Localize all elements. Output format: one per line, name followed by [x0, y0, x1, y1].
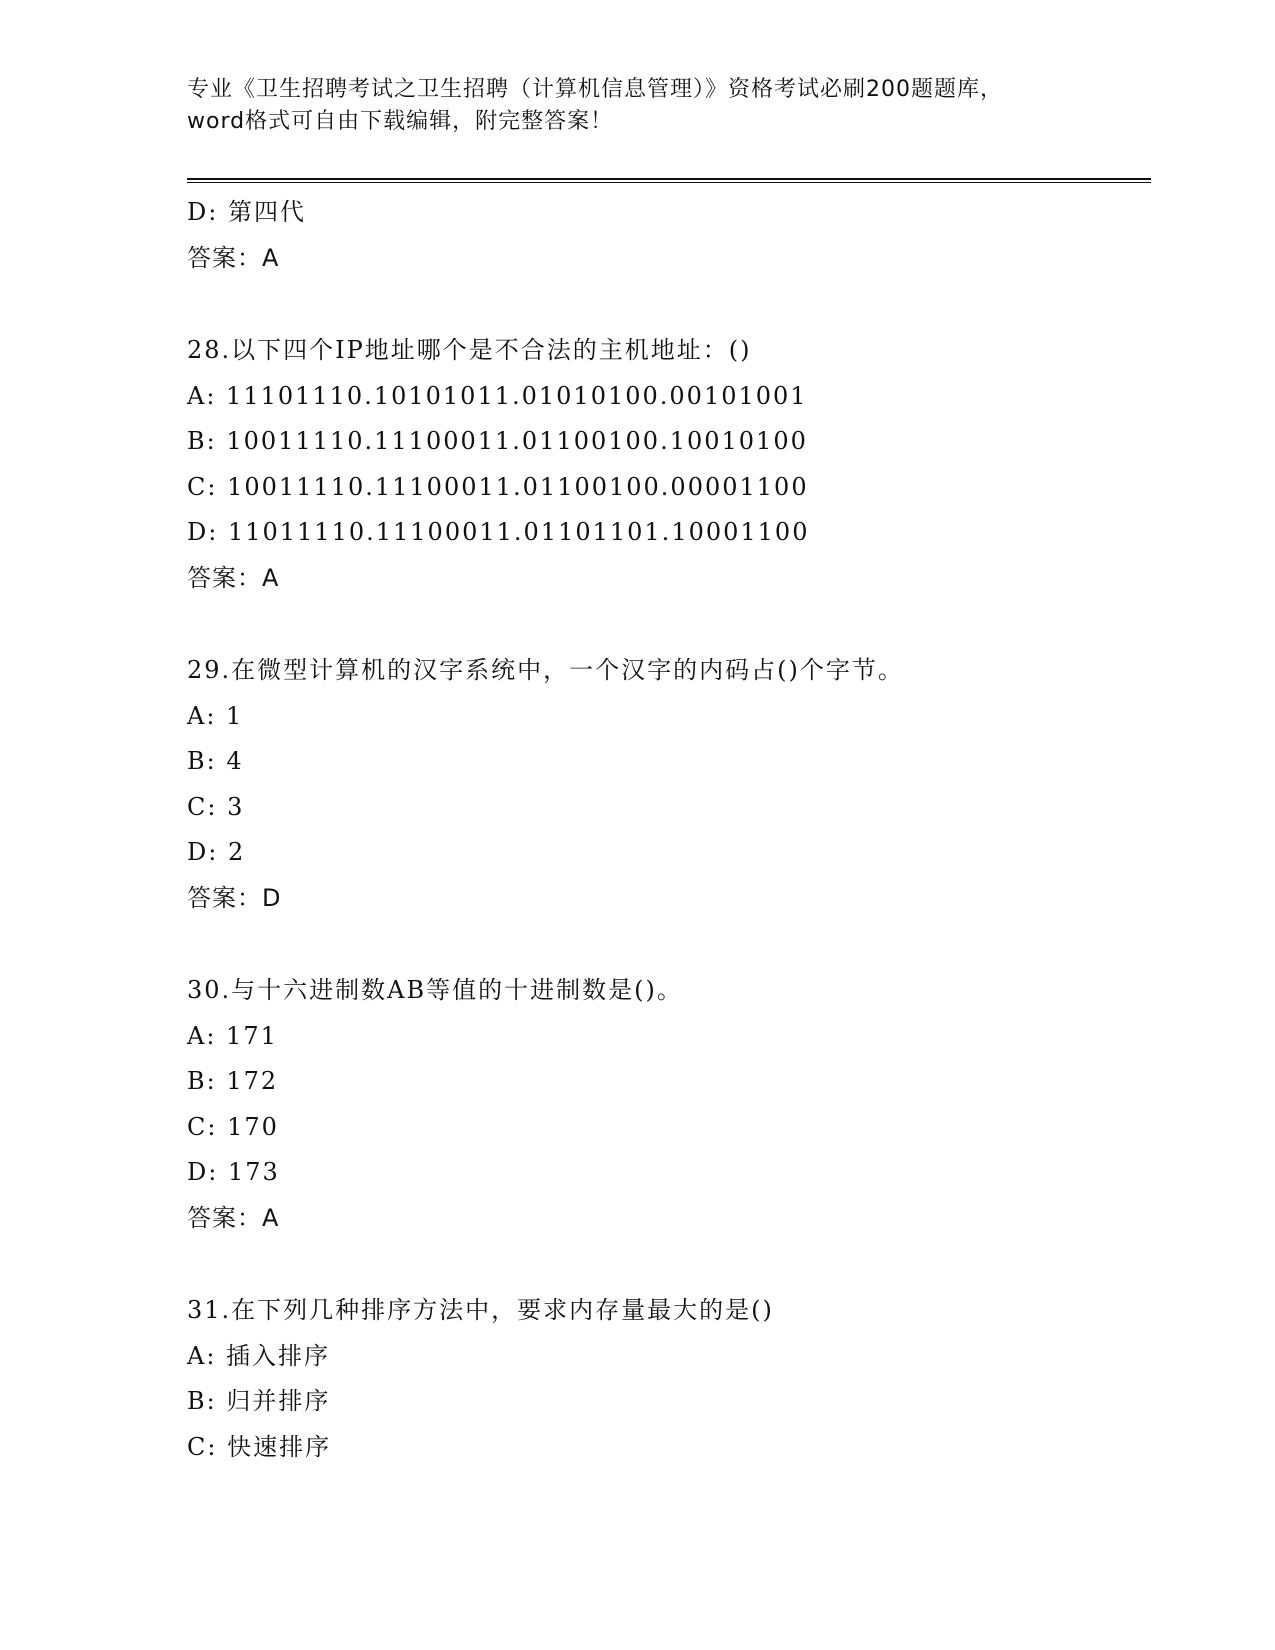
- question-stem: 31.在下列几种排序方法中，要求内存量最大的是(): [187, 1296, 774, 1324]
- header-line-2: word格式可自由下载编辑，附完整答案！: [187, 109, 614, 134]
- option-c: C: 快速排序: [187, 1432, 332, 1461]
- option-c: C: 170: [187, 1112, 279, 1141]
- option-d: D: 173: [187, 1158, 280, 1186]
- header-divider-thin: [187, 182, 1151, 183]
- option-a: A: 171: [187, 1021, 278, 1050]
- answer-line: 答案：A: [187, 243, 280, 272]
- option-d: D: 第四代: [187, 198, 306, 226]
- option-a: A: 11101110.10101011.01010100.00101001: [187, 381, 808, 410]
- question-31: [187, 1288, 1147, 1470]
- question-stem: 29.在微型计算机的汉字系统中，一个汉字的内码占()个字节。: [187, 656, 904, 684]
- answer-line: 答案：D: [187, 883, 282, 912]
- answer-line: 答案：A: [187, 1203, 280, 1232]
- option-b: B: 172: [187, 1067, 279, 1095]
- option-b: B: 归并排序: [187, 1387, 331, 1415]
- option-d: D: 2: [187, 838, 246, 866]
- answer-line: 答案：A: [187, 563, 280, 592]
- option-a: A: 插入排序: [187, 1341, 331, 1370]
- header-divider-thick: [187, 178, 1151, 180]
- question-stem: 28.以下四个IP地址哪个是不合法的主机地址：(): [187, 336, 752, 364]
- header-line-1: 专业《卫生招聘考试之卫生招聘（计算机信息管理）》资格考试必刷200题题库，: [187, 77, 1003, 102]
- option-c: C: 3: [187, 792, 245, 821]
- option-c: C: 10011110.11100011.01100100.00001100: [187, 472, 809, 501]
- option-b: B: 10011110.11100011.01100100.10010100: [187, 427, 808, 455]
- question-30: [187, 968, 1147, 1241]
- option-b: B: 4: [187, 747, 244, 775]
- document-header: [187, 74, 1087, 138]
- question-28: [187, 328, 1147, 601]
- option-d: D: 11011110.11100011.01101101.10001100: [187, 518, 810, 546]
- option-a: A: 1: [187, 701, 244, 730]
- question-stem: 30.与十六进制数AB等值的十进制数是()。: [187, 976, 683, 1004]
- question-list: [187, 190, 1147, 1470]
- question-29: [187, 648, 1147, 921]
